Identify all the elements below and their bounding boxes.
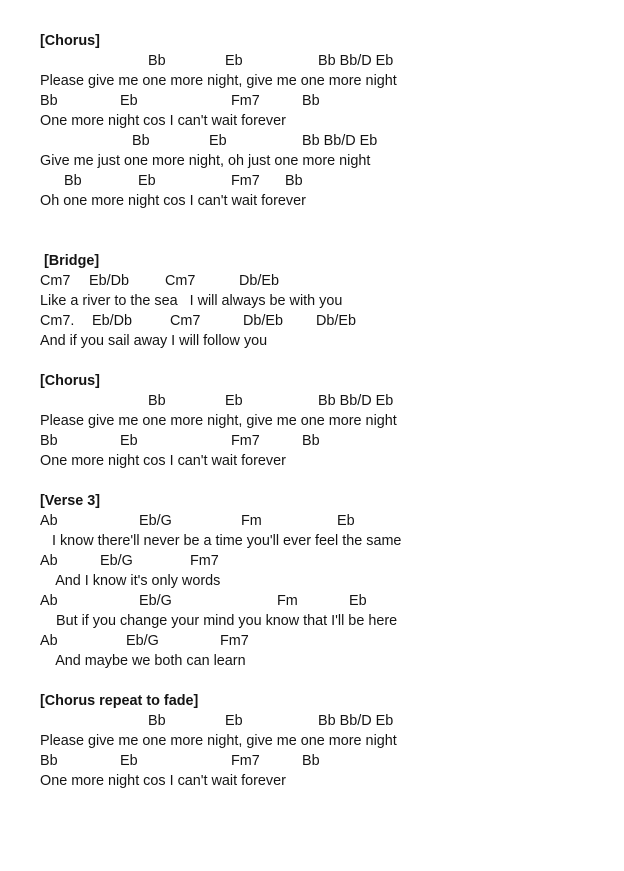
chord-line (40, 631, 624, 651)
blank-line (40, 351, 624, 371)
chord: Eb/Db (92, 313, 132, 329)
section-header: [Bridge] (40, 253, 100, 269)
blank-line (40, 211, 624, 231)
lyric-line: And maybe we both can learn (40, 653, 246, 669)
chord: Bb Bb/D Eb (318, 393, 394, 409)
chord-line (40, 171, 624, 191)
lyric-line: But if you change your mind you know that I'll be here (40, 613, 398, 629)
blank-line (40, 231, 624, 251)
chord: Db/Eb (239, 273, 279, 289)
chord-line (40, 271, 624, 291)
chord: Ab (40, 513, 58, 529)
blank-line (40, 671, 624, 691)
song-sheet (40, 31, 624, 791)
lyric-line: Please give me one more night, give me one more night (40, 413, 397, 429)
chord: Eb (209, 133, 227, 149)
chord: Eb (349, 593, 367, 609)
chord: Bb Bb/D Eb (318, 53, 394, 69)
chord: Cm7 (40, 273, 71, 289)
chord: Bb Bb/D Eb (318, 713, 394, 729)
lyric-line: One more night cos I can't wait forever (40, 453, 286, 469)
chord: Bb (64, 173, 82, 189)
chord: Bb (302, 93, 320, 109)
chord: Bb Bb/D Eb (302, 133, 378, 149)
chord-line (40, 591, 624, 611)
chord: Eb/G (126, 633, 159, 649)
lyric-line: One more night cos I can't wait forever (40, 773, 286, 789)
chord: Eb (120, 753, 138, 769)
chord-line (40, 711, 624, 731)
chord: Eb (225, 713, 243, 729)
chord: Fm (277, 593, 298, 609)
chord: Fm7 (231, 753, 260, 769)
chord: Bb (40, 753, 58, 769)
chord: Bb (285, 173, 303, 189)
lyric-line: Please give me one more night, give me one more night (40, 73, 397, 89)
chord: Bb (40, 93, 58, 109)
chord: Cm7 (170, 313, 201, 329)
chord: Fm7 (231, 93, 260, 109)
chord-line (40, 131, 624, 151)
lyric-line: Oh one more night cos I can't wait forever (40, 193, 306, 209)
chord-line (40, 751, 624, 771)
chord: Bb (40, 433, 58, 449)
lyric-line: One more night cos I can't wait forever (40, 113, 286, 129)
chord: Fm7 (220, 633, 249, 649)
section-header: [Chorus] (40, 373, 100, 389)
chord: Cm7. (40, 313, 75, 329)
chord: Db/Eb (243, 313, 283, 329)
lyric-line: Like a river to the sea I will always be with you (40, 293, 343, 309)
chord: Eb (120, 93, 138, 109)
chord: Eb/G (100, 553, 133, 569)
chord-line (40, 391, 624, 411)
chord-line (40, 91, 624, 111)
chord: Fm (241, 513, 262, 529)
chord: Eb/G (139, 513, 172, 529)
chord: Db/Eb (316, 313, 356, 329)
chord: Fm7 (190, 553, 219, 569)
section-header: [Verse 3] (40, 493, 101, 509)
section-header: [Chorus repeat to fade] (40, 693, 199, 709)
lyric-line: And I know it's only words (40, 573, 221, 589)
chord: Eb (225, 53, 243, 69)
lyric-line: I know there'll never be a time you'll ever feel the same (40, 533, 402, 549)
chord: Fm7 (231, 173, 260, 189)
chord: Eb/Db (89, 273, 129, 289)
lyric-line: Give me just one more night, oh just one more night (40, 153, 371, 169)
chord-line (40, 51, 624, 71)
chord: Bb (148, 713, 166, 729)
chord: Ab (40, 553, 58, 569)
chord: Bb (148, 393, 166, 409)
chord: Eb (225, 393, 243, 409)
chord: Bb (302, 753, 320, 769)
blank-line (40, 471, 624, 491)
chord: Eb (120, 433, 138, 449)
lyric-line: Please give me one more night, give me one more night (40, 733, 397, 749)
chord: Bb (148, 53, 166, 69)
chord-line (40, 511, 624, 531)
section-header: [Chorus] (40, 33, 100, 49)
chord: Eb/G (139, 593, 172, 609)
chord: Ab (40, 633, 58, 649)
chord: Ab (40, 593, 58, 609)
chord-line (40, 311, 624, 331)
lyric-line: And if you sail away I will follow you (40, 333, 268, 349)
chord: Eb (337, 513, 355, 529)
chord: Fm7 (231, 433, 260, 449)
chord-line (40, 551, 624, 571)
chord: Eb (138, 173, 156, 189)
chord: Bb (302, 433, 320, 449)
chord: Bb (132, 133, 150, 149)
chord-line (40, 431, 624, 451)
chord: Cm7 (165, 273, 196, 289)
